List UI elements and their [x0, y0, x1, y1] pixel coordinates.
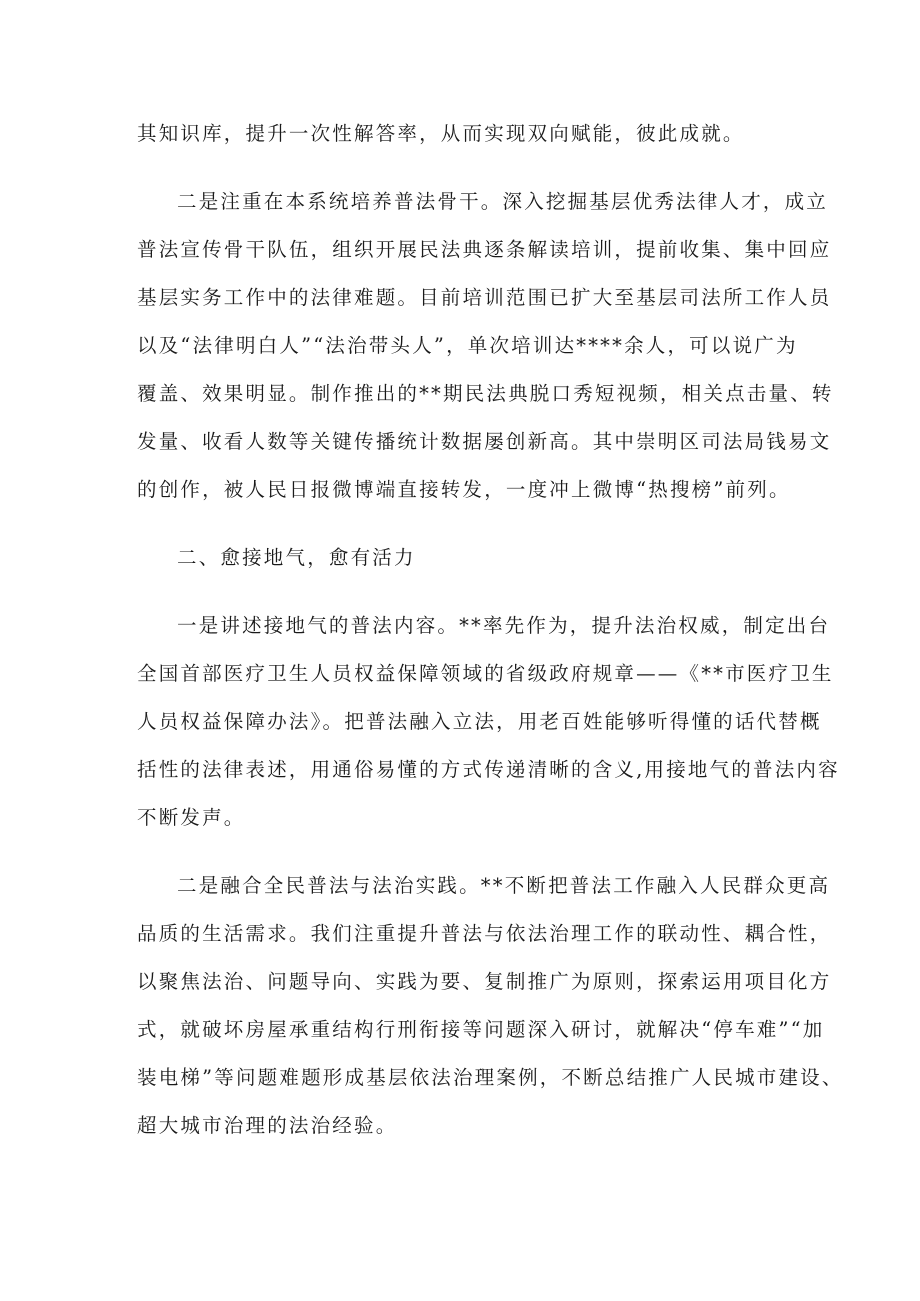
paragraph-3-line-1: 一是讲述接地气的普法内容。**率先作为，提升法治权威，制定出台 [177, 614, 831, 637]
paragraph-4-line-3: 以聚焦法治、问题导向、实践为要、复制推广为原则，探索运用项目化方 [137, 970, 832, 993]
paragraph-1-line-1: 其知识库，提升一次性解答率，从而实现双向赋能，彼此成就。 [137, 122, 745, 145]
paragraph-4-line-5: 装电梯”等问题难题形成基层依法治理案例，不断总结推广人民城市建设、 [137, 1066, 844, 1089]
paragraph-2-line-2: 普法宣传骨干队伍，组织开展民法典逐条解读培训，提前收集、集中回应 [137, 238, 832, 261]
paragraph-3-line-5: 不断发声。 [137, 806, 246, 829]
paragraph-3-line-4: 括性的法律表述，用通俗易懂的方式传递清晰的含义,用接地气的普法内容 [137, 758, 840, 781]
paragraph-2-line-3: 基层实务工作中的法律难题。目前培训范围已扩大至基层司法所工作人员 [137, 286, 832, 309]
paragraph-4-line-2: 品质的生活需求。我们注重提升普法与依法治理工作的联动性、耦合性， [137, 922, 832, 945]
paragraph-4-line-1: 二是融合全民普法与法治实践。**不断把普法工作融入人民群众更高 [177, 874, 831, 897]
paragraph-2-line-4: 以及“法律明白人”“法治带头人”，单次培训达****余人，可以说广为 [137, 334, 798, 357]
paragraph-2-line-7: 的创作，被人民日报微博端直接转发，一度冲上微博“热搜榜”前列。 [137, 478, 791, 501]
paragraph-3-line-3: 人员权益保障办法》。把普法融入立法，用老百姓能够听得懂的话代替概 [137, 710, 822, 733]
paragraph-4-line-4: 式，就破坏房屋承重结构行刑衔接等问题深入研讨，就解决“停车难”“加 [137, 1018, 825, 1041]
section-heading: 二、愈接地气，愈有活力 [177, 546, 416, 569]
paragraph-2-line-5: 覆盖、效果明显。制作推出的**期民法典脱口秀短视频，相关点击量、转 [137, 382, 834, 405]
paragraph-2-line-6: 发量、收看人数等关键传播统计数据屡创新高。其中崇明区司法局钱易文 [137, 430, 832, 453]
paragraph-3-line-2: 全国首部医疗卫生人员权益保障领域的省级政府规章——《**市医疗卫生 [137, 662, 834, 685]
paragraph-2-line-1: 二是注重在本系统培养普法骨干。深入挖掘基层优秀法律人才，成立 [177, 190, 829, 213]
paragraph-4-line-6: 超大城市治理的法治经验。 [137, 1114, 398, 1137]
